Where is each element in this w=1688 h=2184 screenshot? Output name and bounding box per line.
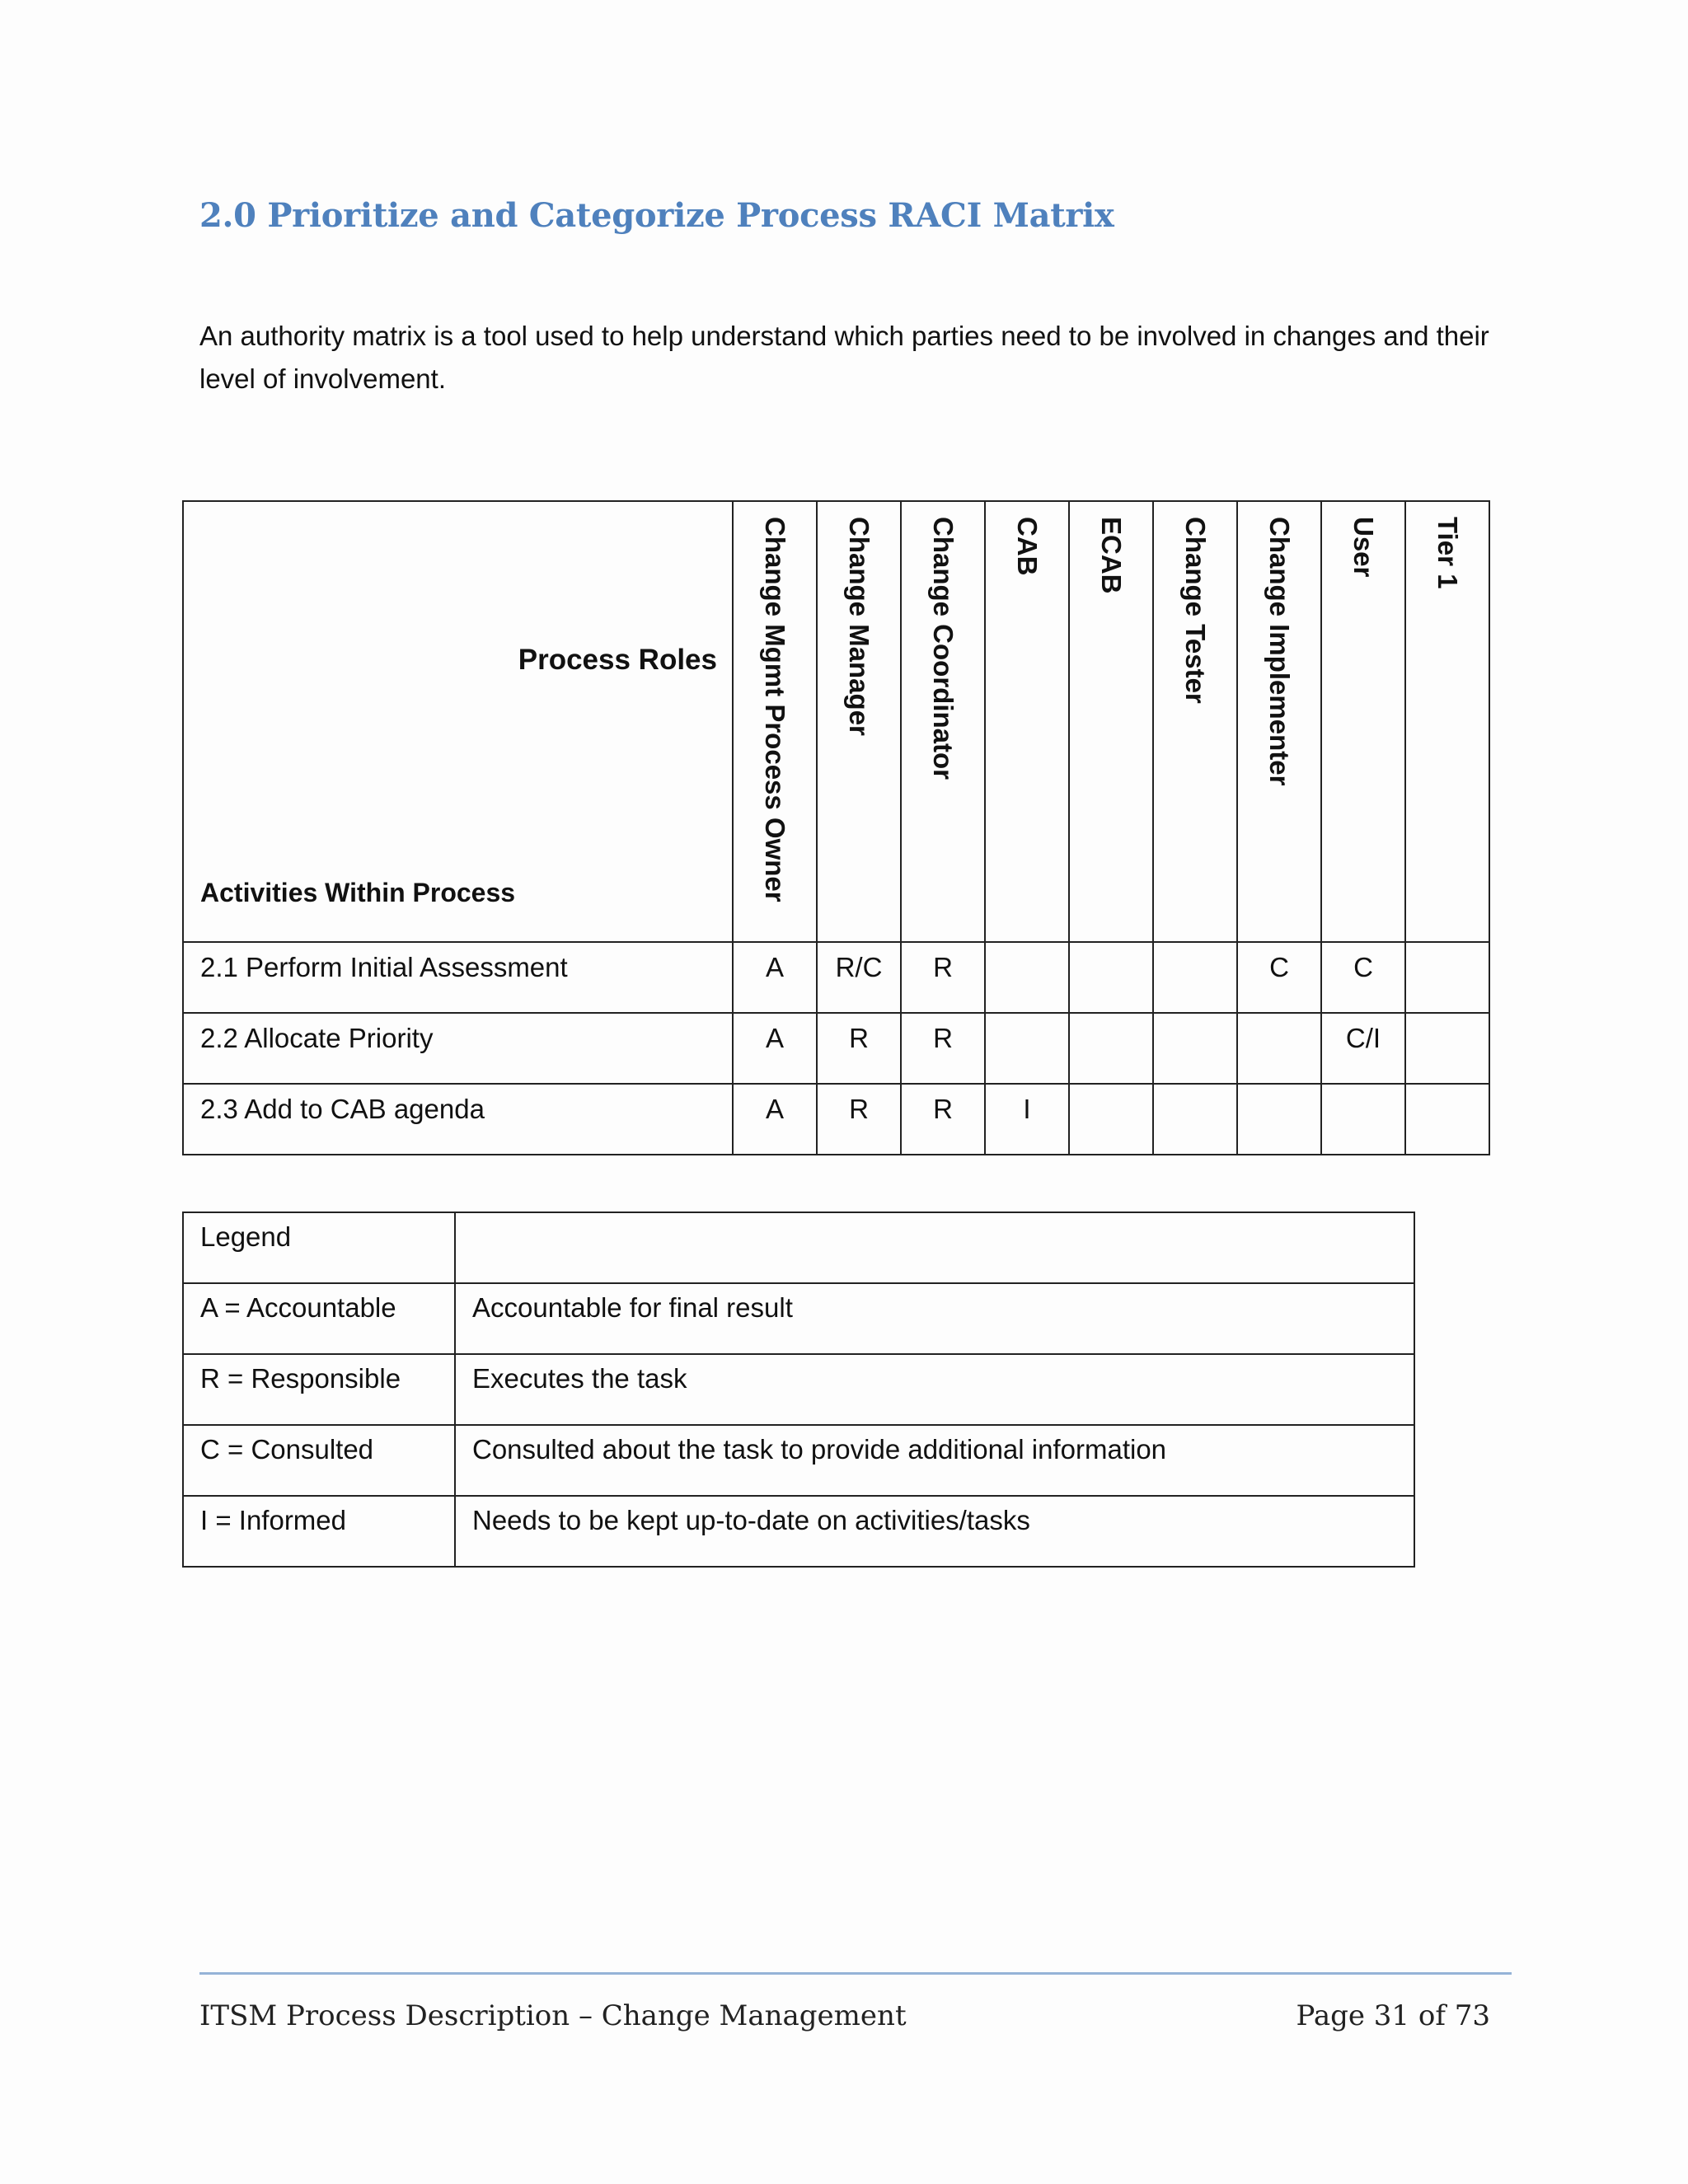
raci-value-cell: R xyxy=(901,1013,985,1084)
raci-value-cell: C xyxy=(1321,942,1405,1013)
raci-corner-cell xyxy=(183,501,733,942)
intro-paragraph: An authority matrix is a tool used to help understand which parties need to be involved in changes and their level of involvement. xyxy=(199,321,1489,394)
activity-cell: 2.1 Perform Initial Assessment xyxy=(183,942,733,1013)
legend-key: C = Consulted xyxy=(183,1425,455,1496)
role-header xyxy=(817,501,901,942)
raci-value-cell: A xyxy=(733,1084,817,1155)
raci-value-cell xyxy=(1153,942,1237,1013)
legend-description: Accountable for final result xyxy=(455,1283,1414,1354)
role-header-label: ECAB xyxy=(1096,517,1127,594)
legend-description: Executes the task xyxy=(455,1354,1414,1425)
raci-value-cell xyxy=(1405,942,1489,1013)
role-header-label: CAB xyxy=(1012,517,1043,576)
table-row xyxy=(183,1084,1489,1155)
legend-description: Needs to be kept up-to-date on activities/tasks xyxy=(455,1496,1414,1567)
table-row xyxy=(183,1354,1414,1425)
table-row xyxy=(183,1283,1414,1354)
table-row xyxy=(183,1013,1489,1084)
raci-header-row xyxy=(183,501,1489,942)
raci-value-cell: C xyxy=(1237,942,1321,1013)
table-row xyxy=(183,1496,1414,1567)
table-row xyxy=(183,942,1489,1013)
raci-value-cell xyxy=(1069,1013,1153,1084)
raci-value-cell xyxy=(985,942,1069,1013)
raci-value-cell xyxy=(1321,1084,1405,1155)
legend-description: Consulted about the task to provide additional information xyxy=(455,1425,1414,1496)
raci-value-cell xyxy=(1237,1084,1321,1155)
activity-cell: 2.2 Allocate Priority xyxy=(183,1013,733,1084)
raci-value-cell xyxy=(985,1013,1069,1084)
role-header-label: User xyxy=(1348,517,1379,578)
raci-value-cell xyxy=(1405,1013,1489,1084)
role-header xyxy=(1321,501,1405,942)
raci-value-cell: R xyxy=(901,942,985,1013)
raci-value-cell: R xyxy=(817,1084,901,1155)
footer-document-title: ITSM Process Description – Change Management xyxy=(199,1999,907,2032)
table-row xyxy=(183,1425,1414,1496)
table-row xyxy=(183,1212,1414,1283)
role-header xyxy=(1405,501,1489,942)
legend-key: A = Accountable xyxy=(183,1283,455,1354)
raci-value-cell xyxy=(1405,1084,1489,1155)
legend-key: R = Responsible xyxy=(183,1354,455,1425)
role-header xyxy=(1153,501,1237,942)
raci-value-cell: R/C xyxy=(817,942,901,1013)
role-header-label: Change Implementer xyxy=(1264,517,1295,786)
raci-value-cell: R xyxy=(901,1084,985,1155)
process-roles-label: Process Roles xyxy=(518,644,717,676)
role-header xyxy=(901,501,985,942)
legend-title-description xyxy=(455,1212,1414,1283)
raci-value-cell xyxy=(1153,1013,1237,1084)
raci-value-cell xyxy=(1069,942,1153,1013)
role-header xyxy=(733,501,817,942)
raci-value-cell xyxy=(1069,1084,1153,1155)
role-header-label: Change Tester xyxy=(1180,517,1211,704)
raci-value-cell xyxy=(1153,1084,1237,1155)
legend-table xyxy=(182,1212,1415,1568)
role-header-label: Tier 1 xyxy=(1432,517,1463,589)
activity-cell: 2.3 Add to CAB agenda xyxy=(183,1084,733,1155)
raci-value-cell: C/I xyxy=(1321,1013,1405,1084)
section-heading: 2.0 Prioritize and Categorize Process RACI Matrix xyxy=(199,196,1114,235)
role-header-label: Change Coordinator xyxy=(928,517,959,780)
footer-divider xyxy=(199,1972,1512,1975)
legend-title: Legend xyxy=(183,1212,455,1283)
role-header xyxy=(1237,501,1321,942)
legend-key: I = Informed xyxy=(183,1496,455,1567)
raci-value-cell: A xyxy=(733,942,817,1013)
raci-matrix-table xyxy=(182,500,1490,1155)
activities-label: Activities Within Process xyxy=(200,878,516,907)
raci-value-cell: R xyxy=(817,1013,901,1084)
role-header-label: Change Manager xyxy=(844,517,874,736)
role-header xyxy=(985,501,1069,942)
role-header-label: Change Mgmt Process Owner xyxy=(760,517,790,902)
raci-value-cell xyxy=(1237,1013,1321,1084)
footer-page-number: Page 31 of 73 xyxy=(1296,1999,1490,2032)
raci-value-cell: I xyxy=(985,1084,1069,1155)
role-header xyxy=(1069,501,1153,942)
raci-value-cell: A xyxy=(733,1013,817,1084)
